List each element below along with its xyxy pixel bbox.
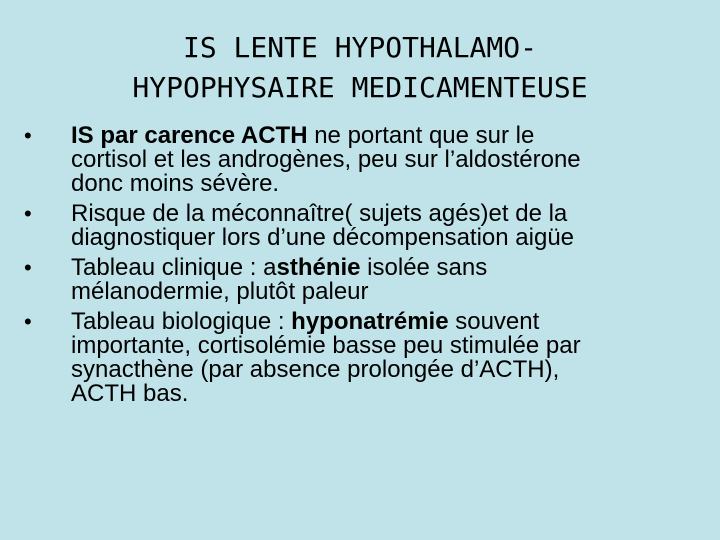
bullet-item-risque [24, 202, 684, 250]
bullet-1-bold-text: IS par carence ACTH [71, 122, 308, 149]
bullet-3-text: isolée sans [360, 254, 488, 281]
slide-title [20, 28, 700, 108]
bullet-4-line-1 [71, 310, 684, 334]
bullet-4-text: souvent [448, 308, 540, 335]
bullet-3-line-2: mélanodermie, plutôt paleur [71, 278, 369, 305]
bullet-item-tableau-clinique [24, 256, 684, 304]
bullet-4-bold-text: hyponatrémie [291, 308, 449, 335]
bullet-2-line-1: Risque de la méconnaître( sujets agés)et de la [71, 200, 568, 227]
bullet-1-line-1 [71, 124, 684, 148]
bullet-list [24, 124, 684, 412]
bullet-4-line-3: synacthène (par absence prolongée d’ACTH), [71, 356, 560, 383]
bullet-4-line-4: ACTH bas. [71, 380, 189, 407]
bullet-3-line-1 [71, 256, 684, 280]
title-line-2: HYPOPHYSAIRE MEDICAMENTEUSE [132, 71, 588, 104]
bullet-1-line-3: donc moins sévère. [71, 170, 280, 197]
bullet-4-line-2: importante, cortisolémie basse peu stimulée par [71, 332, 581, 359]
bullet-icon: • [24, 309, 32, 334]
bullet-1-line-2: cortisol et les androgènes, peu sur l’aldostérone [71, 146, 581, 173]
bullet-icon: • [24, 123, 32, 148]
bullet-item-tableau-biologique [24, 310, 684, 406]
bullet-3-bold-text: sthénie [276, 254, 361, 281]
bullet-1-text: ne portant que sur le [307, 122, 535, 149]
bullet-icon: • [24, 201, 32, 226]
bullet-2-line-2: diagnostiquer lors d’une décompensation aigüe [71, 224, 575, 251]
bullet-item-carence-acth [24, 124, 684, 196]
bullet-4-prefix: Tableau biologique : [71, 308, 292, 335]
bullet-3-prefix: Tableau clinique : a [71, 254, 277, 281]
bullet-icon: • [24, 255, 32, 280]
title-line-1: IS LENTE HYPOTHALAMO- [182, 31, 537, 64]
